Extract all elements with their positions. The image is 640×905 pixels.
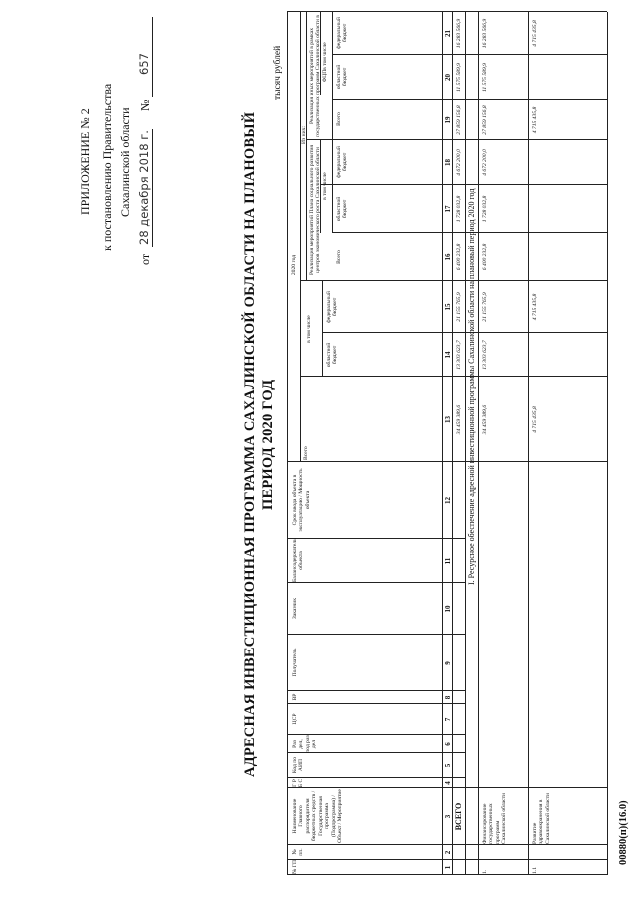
document-title-line1: АДРЕСНАЯ ИНВЕСТИЦИОННАЯ ПРОГРАММА САХАЛИНСКОЙ ОБЛАСТИ НА ПЛАНОВЫЙ [242, 111, 258, 777]
row1-c13: 34 459 389,6 [482, 404, 488, 435]
col-number: 11 [444, 557, 452, 565]
row1-c14: 13 303 623,7 [482, 340, 488, 370]
total-c16: 6 400 232,8 [456, 243, 462, 271]
row2-label: Развитие здравоохранения в Сахалинской области [532, 792, 551, 844]
col-header-of-them: Из них: [301, 126, 307, 144]
col-header-year: 2020 год [291, 254, 297, 276]
appendix-label: ПРИЛОЖЕНИЕ № 2 [78, 108, 92, 215]
col-number: 13 [444, 416, 452, 423]
units-label: тысяч рублей [273, 45, 283, 100]
total-c14: 13 303 623,7 [456, 340, 462, 370]
total-c18: 4 672 200,0 [456, 149, 462, 176]
col-header-incl-3: в том числе [322, 42, 328, 70]
col-number: 5 [444, 763, 452, 768]
col-header-term: Срок ввода объекта в эксплуатацию / Мощность объекта [292, 468, 311, 532]
row1-label: Финансирование государственных программ Сахалинской области [482, 792, 508, 844]
col-header-grbs: Г Р Б С [292, 778, 305, 788]
col-number: 12 [444, 497, 452, 504]
col-number: 4 [444, 781, 452, 785]
row1-c16: 6 400 232,8 [482, 243, 488, 271]
col-number: 17 [444, 205, 452, 213]
col-header-pp: № пп. [292, 848, 305, 856]
col-header-gp: № ГП [292, 859, 298, 874]
row1-c19: 27 859 156,8 [482, 105, 488, 135]
col-header-federal-2: федеральный бюджет [336, 146, 349, 178]
col-header-name: Наименование Главного распорядителя бюджетных средств / Государственная программа (Подпрограмма) / Объект / Мероприятие [292, 789, 343, 843]
col-header-regional-3: областной бюджет [336, 64, 349, 90]
col-number: 3 [444, 814, 452, 819]
total-c15: 21 155 765,9 [456, 292, 462, 322]
col-header-customer: Заказчик [292, 597, 298, 620]
col-header-recipient: Получатель [292, 648, 298, 677]
col-header-vr: ВР [292, 693, 298, 701]
col-header-section: Раз дел, под раз дел [292, 735, 318, 753]
col-number: 18 [444, 159, 452, 166]
row1-c21: 16 283 566,9 [482, 18, 488, 49]
row2-c13: 4 715 435,8 [532, 406, 538, 433]
col-header-federal-3: федеральный бюджет [336, 17, 349, 49]
number-value: 657 [137, 53, 151, 75]
col-number: 6 [444, 742, 452, 746]
total-c20: 11 575 589,9 [456, 63, 462, 92]
col-header-federal: федеральный бюджет [326, 291, 339, 323]
section-heading: I. Ресурсное обеспечение адресной инвестиционной программы Сахалинской области на плановый период 2020 год [467, 188, 476, 585]
col-number: 20 [444, 74, 452, 81]
col-header-incl-2: в том числе [322, 172, 328, 200]
col-header-plan-sub: Реализация мероприятий Плана социального развития центров экономического роста Сахалинской области [309, 145, 322, 275]
total-c13: 34 459 389,6 [456, 404, 462, 435]
col-number: 15 [444, 303, 452, 311]
date-prefix: от [138, 253, 152, 265]
col-header-incl: в том числе [306, 315, 312, 343]
col-number: 7 [444, 717, 452, 722]
resolution-line1: к постановлению Правительства [100, 83, 114, 251]
col-number: 14 [444, 351, 452, 359]
col-header-csr: ЦСР [292, 713, 298, 725]
row2-number: 1.1 [532, 867, 538, 874]
col-header-regional-2: областной бюджет [336, 196, 349, 222]
col-number: 8 [444, 695, 452, 700]
resolution-line2: Сахалинской области [118, 107, 132, 217]
col-header-total-2: Всего [336, 250, 342, 264]
col-number: 19 [444, 116, 452, 124]
total-c19: 27 859 156,8 [456, 105, 462, 135]
row1-c17: 1 728 032,8 [482, 195, 488, 223]
document-title-line2: ПЕРИОД 2020 ГОД [260, 379, 276, 510]
number-prefix: № [138, 99, 152, 111]
col-number: 16 [444, 253, 452, 261]
row1-c15: 21 155 765,9 [482, 292, 488, 322]
date-value: 28 декабря 2018 г. [137, 130, 151, 245]
row2-c15: 4 715 435,8 [532, 293, 538, 321]
total-c21: 16 283 566,9 [456, 18, 462, 49]
row2-c21: 4 715 435,8 [532, 20, 538, 47]
col-number: 9 [444, 661, 452, 665]
col-header-holder: Балансодержатель объекта [292, 538, 305, 582]
row1-c18: 4 672 200,0 [482, 149, 488, 176]
row1-c20: 11 575 589,9 [482, 63, 488, 92]
col-header-fcp-sub: Реализация иных мероприятий в рамках государственных программ Сахалинской области в ФЦП [309, 15, 328, 137]
col-header-aip: Код по АИП [292, 756, 305, 774]
document-code: 00880(п)(16.0) [618, 800, 629, 865]
col-number: 2 [444, 850, 452, 855]
col-header-total: Всего [303, 446, 309, 460]
total-c17: 1 728 032,8 [456, 195, 462, 223]
col-number: 10 [444, 605, 452, 613]
col-number: 1 [444, 865, 452, 870]
row1-number: 1. [482, 869, 488, 874]
col-header-total-3: Всего [336, 112, 342, 126]
col-header-regional: областной бюджет [326, 342, 339, 368]
row2-c19: 4 715 435,8 [532, 106, 538, 134]
col-number: 21 [444, 30, 452, 37]
total-row-label: ВСЕГО [454, 802, 463, 831]
